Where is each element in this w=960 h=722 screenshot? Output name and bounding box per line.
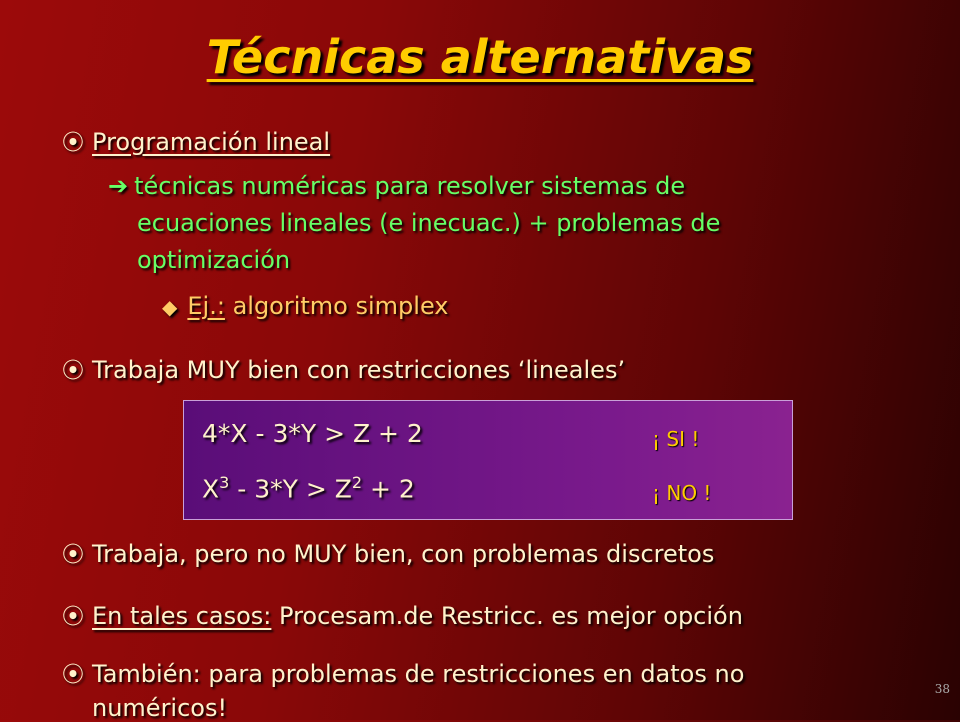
bullet-programacion-lineal bbox=[62, 126, 330, 157]
bullet-text: También: para problemas de restricciones en datos no bbox=[92, 660, 745, 688]
target-bullet-icon: ⦿ bbox=[62, 543, 85, 568]
bullet-trabaja-lineales bbox=[62, 354, 625, 385]
bullet-label: En tales casos: bbox=[92, 602, 272, 630]
target-bullet-icon: ⦿ bbox=[62, 605, 85, 630]
sub-bullet-continuation: ecuaciones lineales (e inecuac.) + problemas de bbox=[137, 209, 721, 237]
bullet-text: Trabaja, pero no MUY bien, con problemas discretos bbox=[92, 540, 715, 568]
verdict-si: ¡ SI ! bbox=[652, 427, 700, 451]
diamond-bullet-icon: ◆ bbox=[162, 295, 178, 319]
sub-bullet-text: técnicas numéricas para resolver sistemas de bbox=[134, 172, 686, 200]
sub-bullet-tecnicas bbox=[108, 172, 685, 200]
arrow-right-icon: ➔ bbox=[108, 172, 129, 200]
example-text: algoritmo simplex bbox=[224, 292, 449, 320]
verdict-no: ¡ NO ! bbox=[652, 481, 712, 505]
slide-title: Técnicas alternativas bbox=[206, 30, 754, 84]
target-bullet-icon: ⦿ bbox=[62, 663, 85, 688]
bullet-tambien bbox=[62, 658, 744, 689]
target-bullet-icon: ⦿ bbox=[62, 131, 85, 156]
bullet-text: Trabaja MUY bien con restricciones ‘lineales’ bbox=[92, 356, 626, 384]
equation-nonlinear: $X^3 - 3*Y > Z^2 + 2$ bbox=[202, 473, 415, 504]
example-bullet bbox=[162, 292, 449, 320]
target-bullet-icon: ⦿ bbox=[62, 359, 85, 384]
bullet-en-tales-casos bbox=[62, 600, 743, 631]
bullet-trabaja-discretos bbox=[62, 538, 714, 569]
bullet-text: Procesam.de Restricc. es mejor opción bbox=[271, 602, 743, 630]
sub-bullet-continuation: optimización bbox=[137, 246, 291, 274]
bullet-continuation: numéricos! bbox=[92, 694, 228, 722]
bullet-text: Programación lineal bbox=[92, 128, 331, 156]
page-number: 38 bbox=[934, 682, 950, 696]
equation-linear: 4*X - 3*Y > Z + 2 bbox=[202, 419, 423, 448]
equations-box bbox=[183, 400, 793, 520]
example-label: Ej.: bbox=[187, 292, 225, 320]
